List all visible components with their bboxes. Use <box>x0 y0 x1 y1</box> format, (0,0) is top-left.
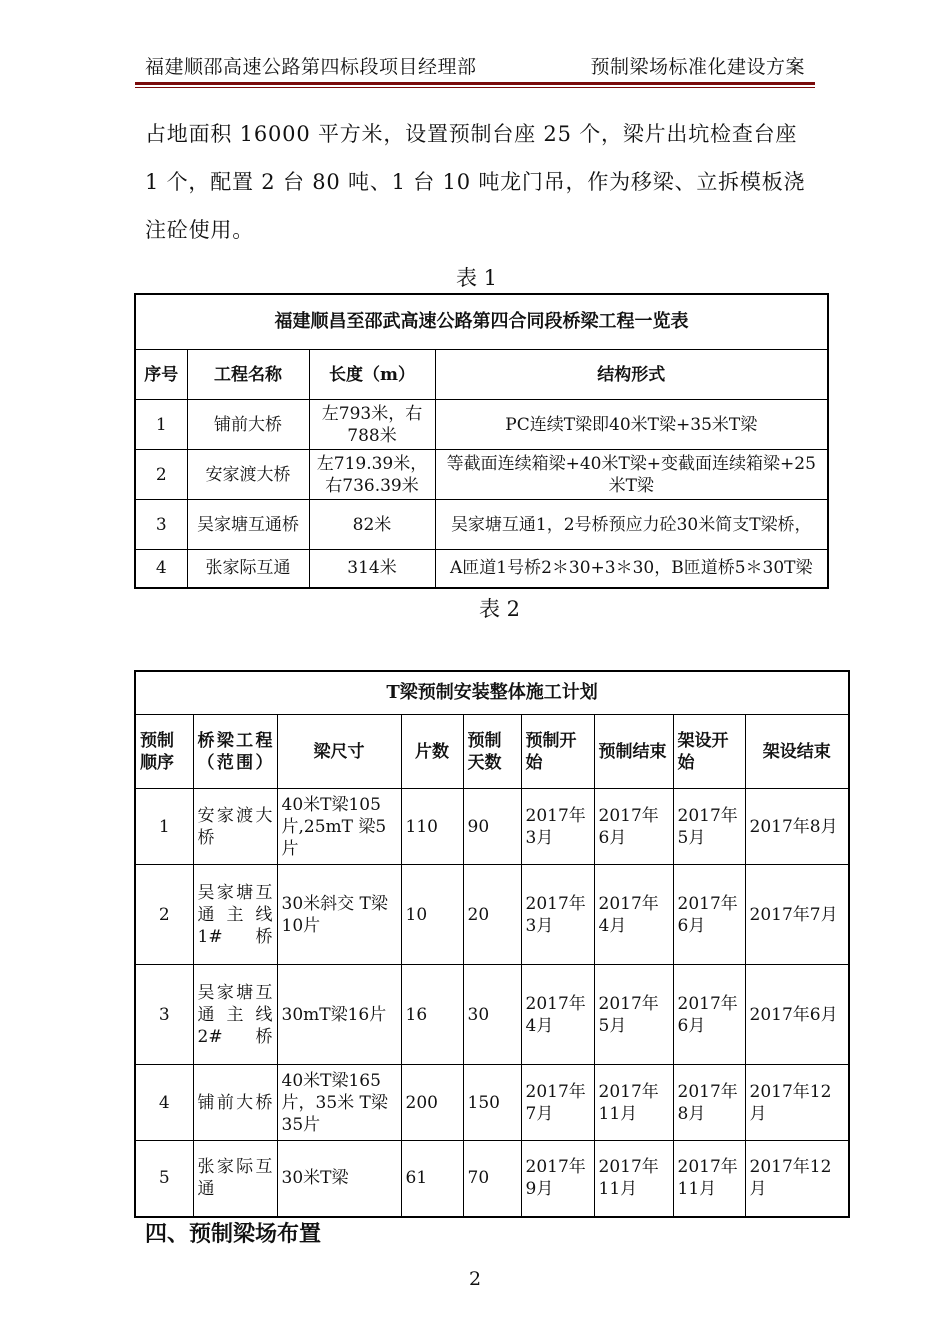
table2-cell: 30米斜交 T梁10片 <box>277 865 401 965</box>
table1-cell: PC连续T梁即40米T梁+35米T梁 <box>435 400 828 450</box>
table1-cell: 314米 <box>309 550 435 588</box>
table2-header-cell: 预制结束 <box>594 715 673 789</box>
header-rule-thin <box>135 87 815 88</box>
table1-cell: 安家渡大桥 <box>187 450 309 500</box>
table1-header-cell: 长度（m） <box>309 350 435 400</box>
header-rule <box>135 82 815 85</box>
table1-cell: 2 <box>135 450 187 500</box>
table1-cell: 等截面连续箱梁+40米T梁+变截面连续箱梁+25米T梁 <box>435 450 828 500</box>
table2-cell: 2017年7月 <box>745 865 849 965</box>
table1-cell: 铺前大桥 <box>187 400 309 450</box>
table-row <box>135 400 828 450</box>
table-row <box>135 1065 849 1141</box>
table1-cell: 82米 <box>309 500 435 550</box>
table2-cell: 吴家塘互通主线1#桥 <box>193 865 277 965</box>
table1-title: 福建顺昌至邵武高速公路第四合同段桥梁工程一览表 <box>135 294 828 350</box>
page-header <box>145 48 805 82</box>
table-row <box>135 550 828 588</box>
table1-header-cell: 结构形式 <box>435 350 828 400</box>
table2-cell: 2017年3月 <box>521 865 594 965</box>
table2-cell: 16 <box>401 965 463 1065</box>
header-document-title: 预制梁场标准化建设方案 <box>590 56 805 78</box>
table2-cell: 2017年11月 <box>594 1065 673 1141</box>
table1-cell: 左719.39米，右736.39米 <box>309 450 435 500</box>
table2-cell: 2017年6月 <box>745 965 849 1065</box>
section-heading: 四、预制梁场布置 <box>145 1222 322 1247</box>
table2-cell: 30mT梁16片 <box>277 965 401 1065</box>
table2-header-cell: 预制开始 <box>521 715 594 789</box>
table2-cell: 张家际互通 <box>193 1141 277 1217</box>
table2-cell: 5 <box>135 1141 193 1217</box>
table2-cell: 30米T梁 <box>277 1141 401 1217</box>
table-row <box>135 450 828 500</box>
table2-cell: 2017年 11月 <box>673 1141 745 1217</box>
bridge-list-table <box>134 293 829 589</box>
table2-cell: 40米T梁165片，35米 T梁35片 <box>277 1065 401 1141</box>
body-paragraph: 占地面积 16000 平方米，设置预制台座 25 个，梁片出坑检查台座 1 个，配置 2 台 80 吨、1 台 10 吨龙门吊，作为移梁、立拆模板浇注砼使用。 <box>145 122 806 242</box>
page-number: 2 <box>468 1268 482 1290</box>
table2-cell: 61 <box>401 1141 463 1217</box>
table2-cell: 1 <box>135 789 193 865</box>
table1-header-cell: 工程名称 <box>187 350 309 400</box>
table2-cell: 2017年9月 <box>521 1141 594 1217</box>
table1-header-cell: 序号 <box>135 350 187 400</box>
table2-cell: 2017年12月 <box>745 1141 849 1217</box>
table2-cell: 90 <box>463 789 521 865</box>
table2-header-cell: 预制顺序 <box>135 715 193 789</box>
table2-header-cell: 桥梁工程（范围） <box>193 715 277 789</box>
table1-cell: 3 <box>135 500 187 550</box>
table2-cell: 铺前大桥 <box>193 1065 277 1141</box>
table2-header-cell: 架设开始 <box>673 715 745 789</box>
table2-cell: 30 <box>463 965 521 1065</box>
table2-cell: 2017年6月 <box>594 789 673 865</box>
table2-caption: 表 2 <box>479 597 521 621</box>
table-row <box>135 789 849 865</box>
table2-cell: 2017年5月 <box>594 965 673 1065</box>
table1-cell: 吴家塘互通1，2号桥预应力砼30米简支T梁桥， <box>435 500 828 550</box>
table2-cell: 2 <box>135 865 193 965</box>
table-row <box>135 500 828 550</box>
table2-cell: 2017年12月 <box>745 1065 849 1141</box>
table2-cell: 2017年11月 <box>594 1141 673 1217</box>
table2-header-cell: 片数 <box>401 715 463 789</box>
table2-header-cell: 预制天数 <box>463 715 521 789</box>
table2-cell: 2017年6月 <box>673 865 745 965</box>
tbeam-schedule-table <box>134 670 850 1218</box>
table2-cell: 200 <box>401 1065 463 1141</box>
table2-header-cell: 梁尺寸 <box>277 715 401 789</box>
table-row <box>135 1141 849 1217</box>
table2-cell: 安家渡大桥 <box>193 789 277 865</box>
table2-cell: 2017年8月 <box>745 789 849 865</box>
table2-cell: 110 <box>401 789 463 865</box>
header-project-name: 福建顺邵高速公路第四标段项目经理部 <box>145 56 477 78</box>
table2-cell: 3 <box>135 965 193 1065</box>
table2-cell: 20 <box>463 865 521 965</box>
table2-cell: 2017年8月 <box>673 1065 745 1141</box>
table2-cell: 150 <box>463 1065 521 1141</box>
table2-cell: 吴家塘互通主线2#桥 <box>193 965 277 1065</box>
table1-cell: 张家际互通 <box>187 550 309 588</box>
table1-cell: 4 <box>135 550 187 588</box>
table1-cell: 吴家塘互通桥 <box>187 500 309 550</box>
table2-cell: 2017年3月 <box>521 789 594 865</box>
table2-cell: 2017年4月 <box>594 865 673 965</box>
table-row <box>135 865 849 965</box>
table2-cell: 2017年7月 <box>521 1065 594 1141</box>
table1-cell: A匝道1号桥2＊30+3＊30，B匝道桥5＊30T梁 <box>435 550 828 588</box>
table2-cell: 10 <box>401 865 463 965</box>
table2-cell: 2017年6月 <box>673 965 745 1065</box>
table2-cell: 2017年4月 <box>521 965 594 1065</box>
table2-header-cell: 架设结束 <box>745 715 849 789</box>
table2-cell: 2017年5月 <box>673 789 745 865</box>
table1-caption: 表 1 <box>456 266 498 290</box>
table-row <box>135 965 849 1065</box>
table2-cell: 70 <box>463 1141 521 1217</box>
table2-title: T梁预制安装整体施工计划 <box>135 671 849 715</box>
table1-cell: 左793米，右788米 <box>309 400 435 450</box>
table2-cell: 40米T梁105片,25mT 梁5片 <box>277 789 401 865</box>
table2-cell: 4 <box>135 1065 193 1141</box>
table1-cell: 1 <box>135 400 187 450</box>
